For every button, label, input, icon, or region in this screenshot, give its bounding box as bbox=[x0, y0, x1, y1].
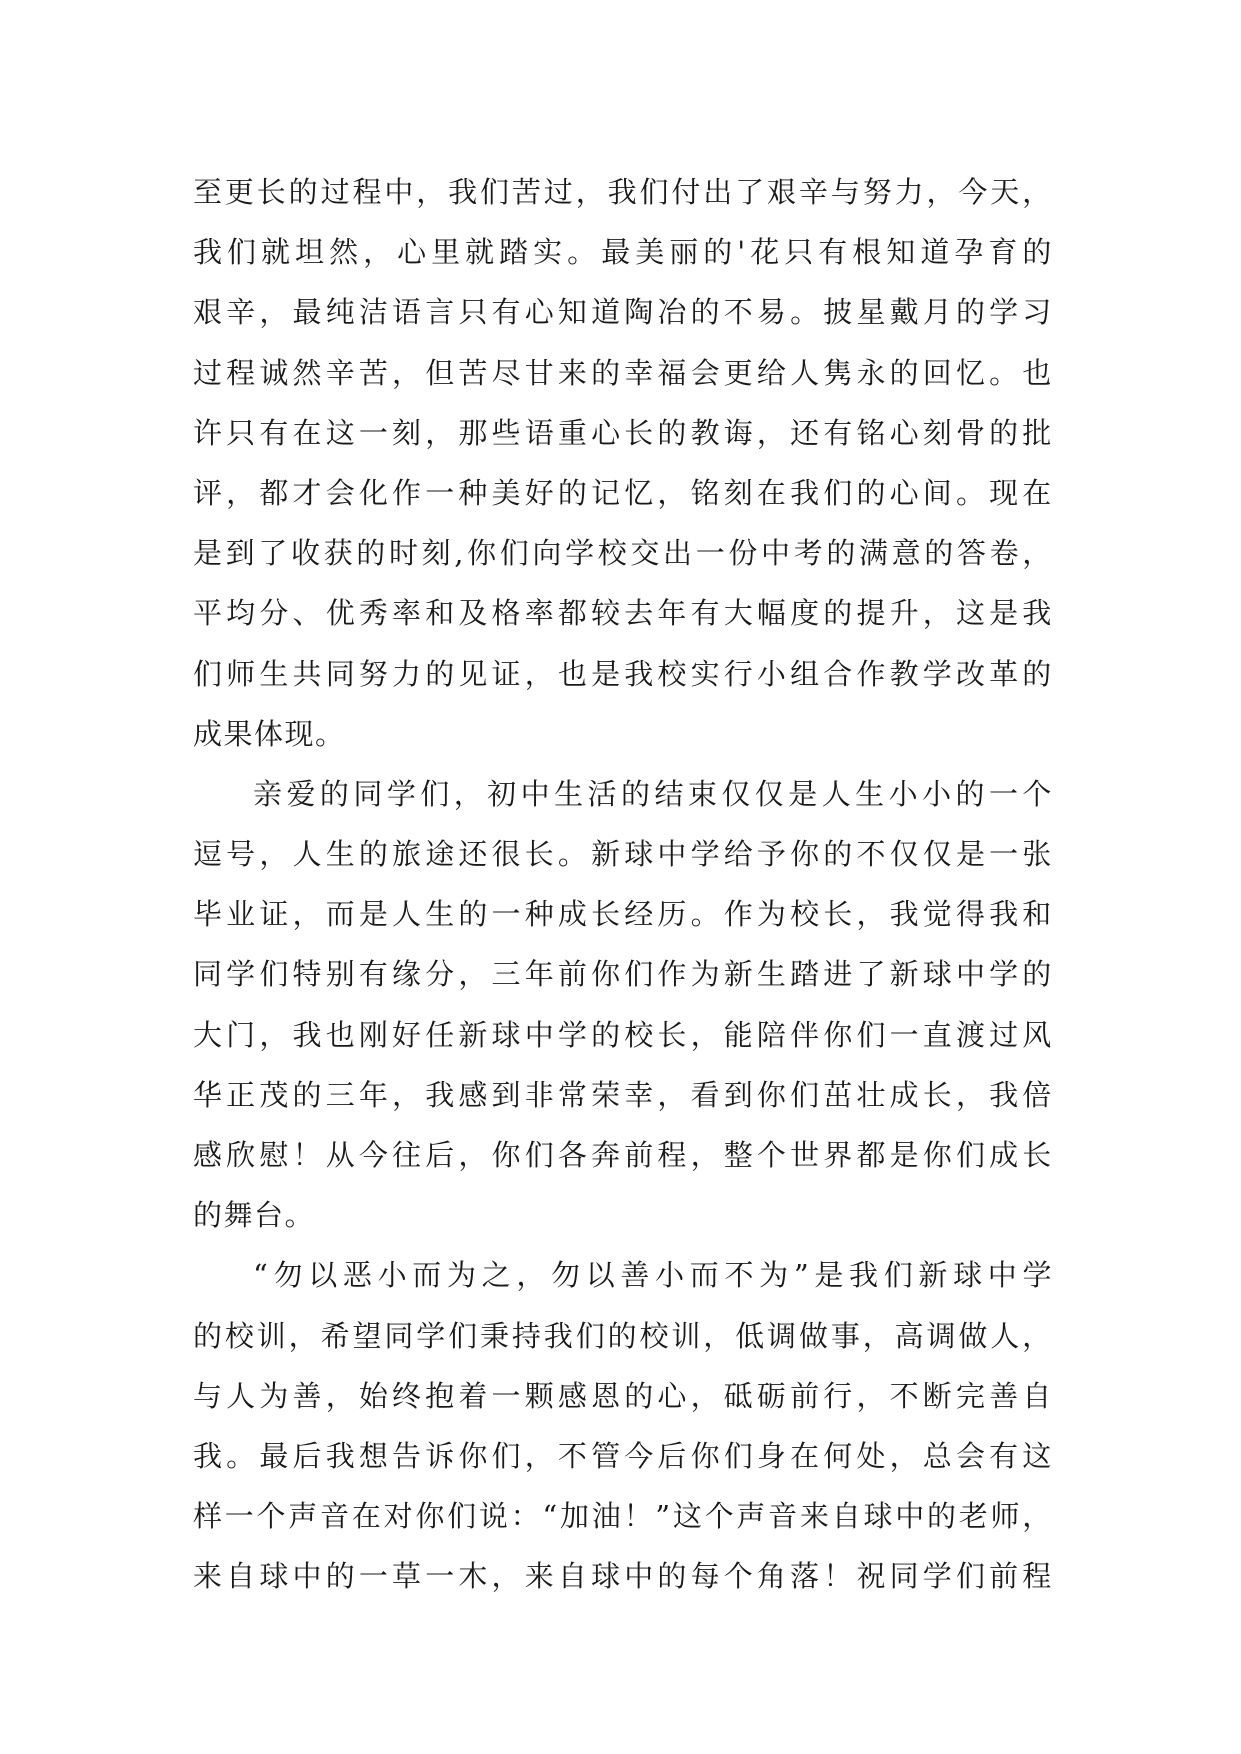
text-line: 我 们 就 坦 然 ， 心 里 就 踏 实 。 最 美 丽 的 ' 花 只 有 根 知 道 孕 育 的 bbox=[193, 235, 1053, 270]
text-line: 平 均 分 、 优 秀 率 和 及 格 率 都 较 去 年 有 大 幅 度 的 提 升 ， 这 是 我 bbox=[193, 596, 1053, 631]
text-line: 是 到 了 收 获 的 时 刻 , 你 们 向 学 校 交 出 一 份 中 考 的 满 意 的 答 卷 ， bbox=[193, 536, 1053, 571]
text-line: 感 欣 慰 ！ 从 今 往 后 ， 你 们 各 奔 前 程 ， 整 个 世 界 都 是 你 们 成 长 bbox=[193, 1138, 1053, 1172]
text-line: 的舞台。 bbox=[193, 1198, 316, 1233]
text-line: 过 程 诚 然 辛 苦 ， 但 苦 尽 甘 来 的 幸 福 会 更 给 人 隽 永 的 回 忆 。 也 bbox=[193, 355, 1053, 390]
text-line: 评 ， 都 才 会 化 作 一 种 美 好 的 记 忆 ， 铭 刻 在 我 们 的 心 间 。 现 在 bbox=[193, 475, 1053, 510]
text-line: 大 门 ， 我 也 刚 好 任 新 球 中 学 的 校 长 ， 能 陪 伴 你 们 一 直 渡 过 风 bbox=[193, 1017, 1053, 1052]
text-line: 来 自 球 中 的 一 草 一 木 ， 来 自 球 中 的 每 个 角 落 ！ 祝 同 学 们 前 程 bbox=[193, 1559, 1053, 1594]
text-line: 同 学 们 特 别 有 缘 分 ， 三 年 前 你 们 作 为 新 生 踏 进 了 新 球 中 学 的 bbox=[193, 957, 1053, 992]
text-line: 艰 辛 ， 最 纯 洁 语 言 只 有 心 知 道 陶 冶 的 不 易 。 披 星 戴 月 的 学 习 bbox=[193, 295, 1053, 330]
text-line: 与 人 为 善 ， 始 终 抱 着 一 颗 感 恩 的 心 ， 砥 砺 前 行 ， 不 断 完 善 自 bbox=[193, 1378, 1053, 1413]
text-line: 亲 爱 的 同 学 们 ， 初 中 生 活 的 结 束 仅 仅 是 人 生 小 小 的 一 个 bbox=[253, 776, 1053, 811]
text-line: 毕 业 证 ， 而 是 人 生 的 一 种 成 长 经 历 。 作 为 校 长 ， 我 觉 得 我 和 bbox=[193, 897, 1053, 932]
text-line: 许 只 有 在 这 一 刻 ， 那 些 语 重 心 长 的 教 诲 ， 还 有 铭 心 刻 骨 的 批 bbox=[193, 415, 1053, 450]
text-line: 至 更 长 的 过 程 中 ， 我 们 苦 过 ， 我 们 付 出 了 艰 辛 与 努 力 ， 今 天 ， bbox=[193, 175, 1053, 209]
text-line: 华 正 茂 的 三 年 ， 我 感 到 非 常 荣 幸 ， 看 到 你 们 茁 壮 成 长 ， 我 倍 bbox=[193, 1077, 1053, 1112]
body-text bbox=[193, 162, 1053, 1607]
text-line: 的 校 训 ， 希 望 同 学 们 秉 持 我 们 的 校 训 ， 低 调 做 事 ， 高 调 做 人 ， bbox=[193, 1318, 1053, 1353]
text-line: 我 。 最 后 我 想 告 诉 你 们 ， 不 管 今 后 你 们 身 在 何 处 ， 总 会 有 这 bbox=[193, 1438, 1053, 1473]
text-line: “ 勿 以 恶 小 而 为 之 ， 勿 以 善 小 而 不 为 ” 是 我 们 新 球 中 学 bbox=[253, 1258, 1053, 1293]
text-line: 成果体现。 bbox=[193, 716, 346, 751]
text-line: 样 一 个 声 音 在 对 你 们 说 ： “ 加 油 ！ ” 这 个 声 音 来 自 球 中 的 老 师 ， bbox=[193, 1499, 1053, 1534]
text-line: 逗 号 ， 人 生 的 旅 途 还 很 长 。 新 球 中 学 给 予 你 的 不 仅 仅 是 一 张 bbox=[193, 837, 1053, 872]
text-line: 们 师 生 共 同 努 力 的 见 证 ， 也 是 我 校 实 行 小 组 合 作 教 学 改 革 的 bbox=[193, 656, 1053, 691]
